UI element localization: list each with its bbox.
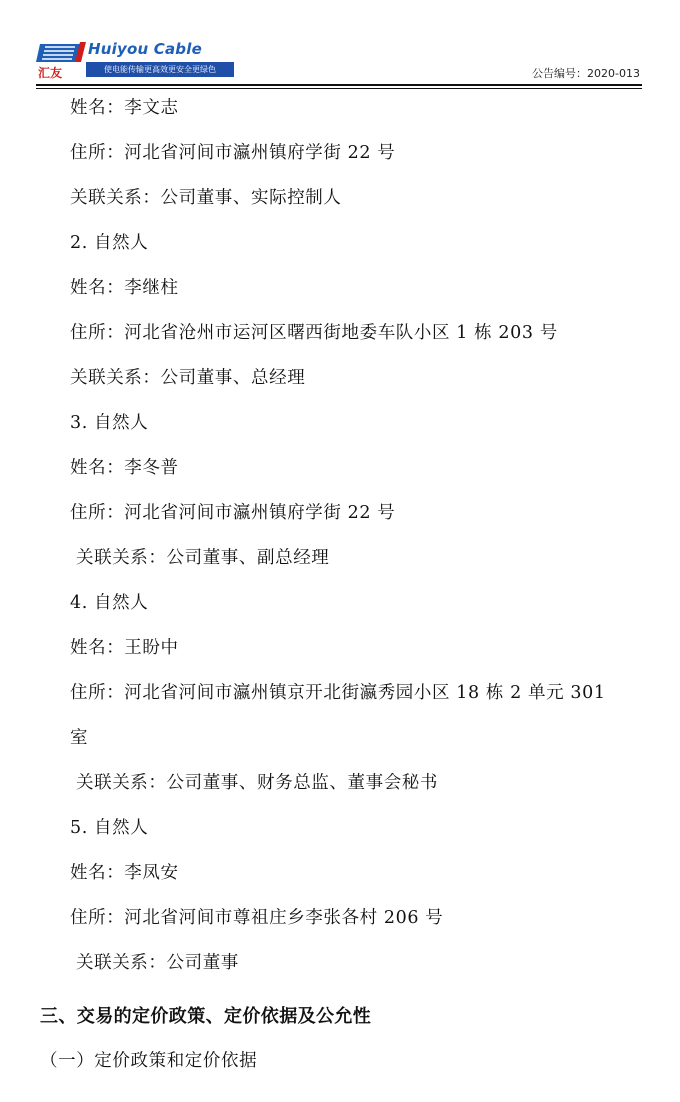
text-line: 5. 自然人 (70, 818, 149, 838)
text-line: 4. 自然人 (70, 593, 149, 613)
text-line: 关联关系：公司董事、总经理 (70, 368, 306, 388)
text-line: 关联关系：公司董事 (76, 953, 239, 973)
logo-brand-name: Huiyou Cable (88, 40, 202, 58)
text-line: 姓名：李凤安 (70, 863, 179, 883)
text-line: 住所：河北省河间市瀛州镇府学街 22 号 (70, 503, 396, 523)
text-line: 住所：河北省沧州市运河区曙西街地委车队小区 1 栋 203 号 (70, 323, 558, 343)
text-line: 住所：河北省河间市瀛州镇京开北街瀛秀园小区 18 栋 2 单元 301 (70, 683, 606, 703)
text-line: 姓名：李文志 (70, 98, 179, 118)
text-line: 住所：河北省河间市尊祖庄乡李张各村 206 号 (70, 908, 444, 928)
section-heading: 三、交易的定价政策、定价依据及公允性 (40, 1006, 372, 1027)
text-line: 姓名：王盼中 (70, 638, 179, 658)
text-line: 2. 自然人 (70, 233, 149, 253)
header-rule-thin (36, 88, 642, 89)
subsection-heading: （一）定价政策和定价依据 (40, 1051, 258, 1071)
logo-slogan: 使电能传输更高效更安全更绿色 (86, 62, 234, 77)
company-logo (36, 40, 236, 80)
text-line: 关联关系：公司董事、副总经理 (76, 548, 330, 568)
text-line: 姓名：李继柱 (70, 278, 179, 298)
text-line: 室 (70, 728, 89, 748)
text-line: 关联关系：公司董事、实际控制人 (70, 188, 342, 208)
text-line: 住所：河北省河间市瀛州镇府学街 22 号 (70, 143, 396, 163)
text-line: 3. 自然人 (70, 413, 149, 433)
header-rule-thick (36, 84, 642, 86)
logo-chinese-name: 汇友 (38, 66, 63, 80)
text-line: 姓名：李冬普 (70, 458, 179, 478)
text-line: 关联关系：公司董事、财务总监、董事会秘书 (76, 773, 438, 793)
announcement-number: 公告编号：2020-013 (532, 67, 640, 80)
page-header (36, 38, 642, 84)
